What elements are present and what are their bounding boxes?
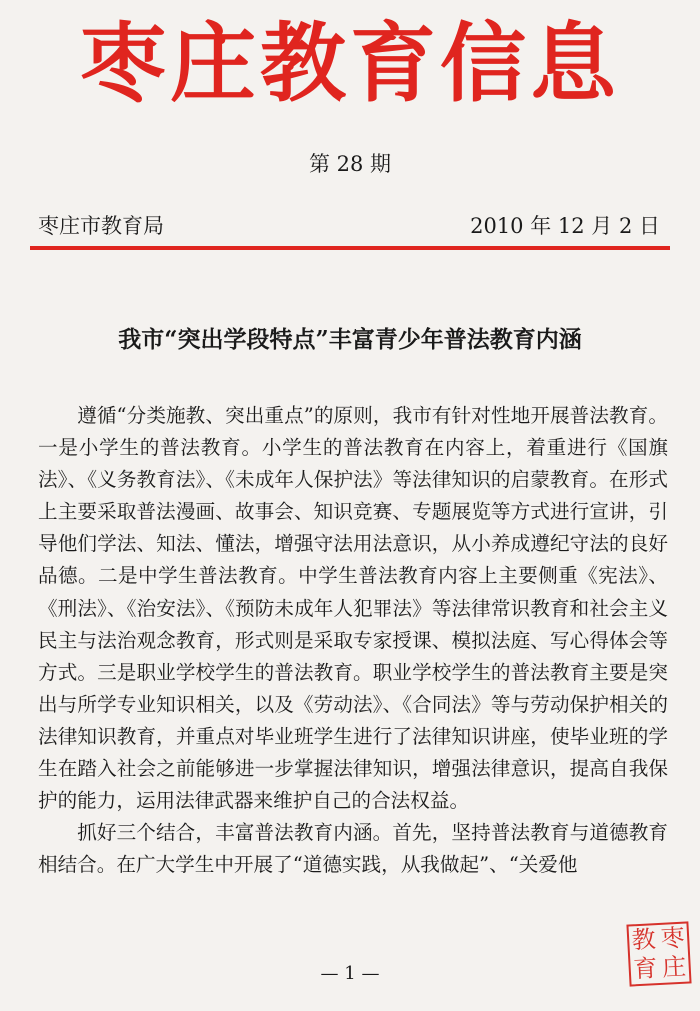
article-title: 我市“突出学段特点”丰富青少年普法教育内涵 (118, 326, 582, 353)
paragraph: 抓好三个结合，丰富普法教育内涵。首先，坚持普法教育与道德教育相结合。在广大学生中开展了“道德实践，从我做起”、“关爱他 (38, 821, 668, 877)
page-number: — 1 — (320, 963, 380, 984)
seal-char: 庄 (661, 952, 687, 982)
masthead: 枣庄教育信息 (80, 13, 620, 114)
seal-char: 教 (631, 925, 657, 955)
seal-stamp (626, 921, 691, 986)
seal-char: 枣 (659, 923, 686, 953)
paragraph: 遵循“分类施教、突出重点”的原则，我市有针对性地开展普法教育。一是小学生的普法教育。小学生的普法教育在内容上，着重进行《国旗法》、《义务教育法》、《未成年人保护法》等法律知识的启蒙教育。在形式上主要采取普法漫画、故事会、知识竞赛、专题展览等方式进行宣讲，引导他们学法、知法、懂法，增强守法用法意识，从小养成遵纪守法的良好品德。二是中学生普法教育。中学生普法教育内容上主要侧重《宪法》、《刑法》、《治安法》、《预防未成年人犯罪法》等法律常识教育和社会主义民主与法治观念教育，形式则是采取专家授课、模拟法庭、写心得体会等方式。三是职业学校学生的普法教育。职业学校学生的普法教育主要是突出与所学专业知识相关，以及《劳动法》、《合同法》等与劳动保护相关的法律知识教育，并重点对毕业班学生进行了法律知识讲座，使毕业班的学生在踏入社会之前能够进一步掌握法律知识，增强法律意识，提高自我保护的能力，运用法律武器来维护自己的合法权益。 (38, 404, 668, 813)
article-body (38, 400, 668, 881)
issue-date: 2010 年 12 月 2 日 (470, 214, 660, 238)
seal-char: 育 (632, 954, 658, 984)
red-divider (30, 246, 670, 250)
issue-number: 第 28 期 (308, 152, 392, 176)
publisher: 枣庄市教育局 (38, 214, 164, 238)
